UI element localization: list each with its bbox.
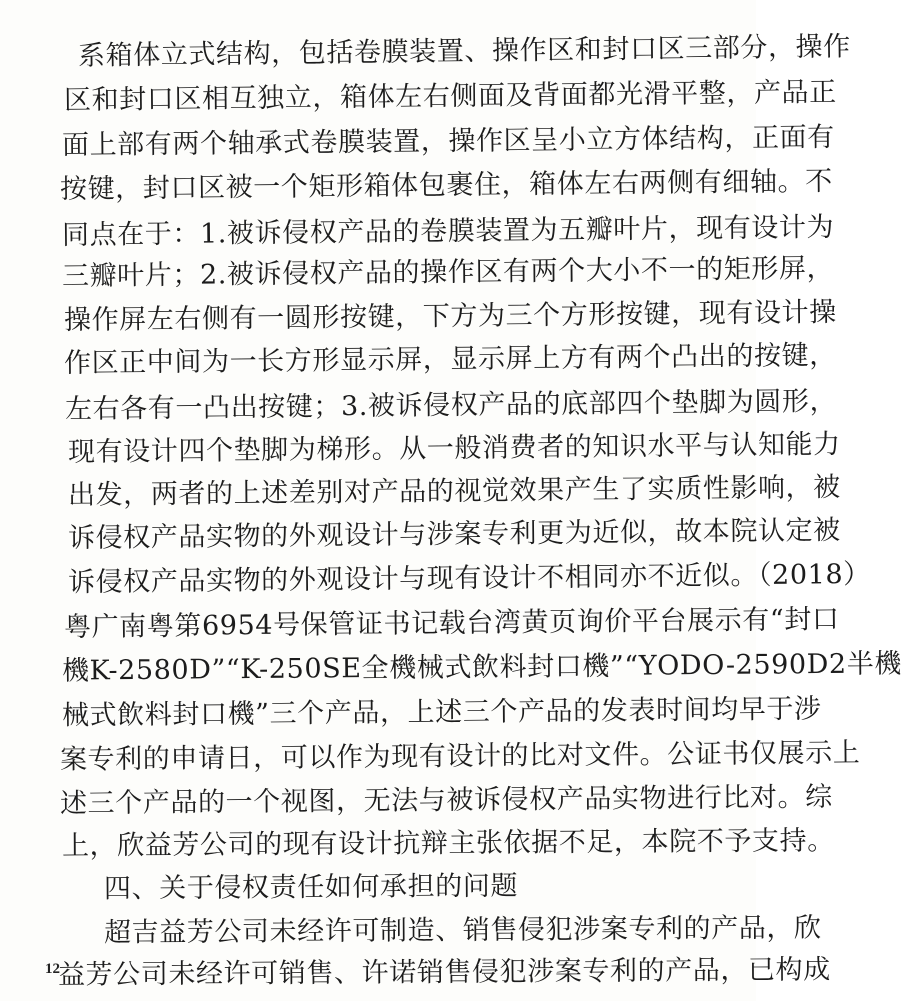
text-line: 同点在于：1.被诉侵权产品的卷膜装置为五瓣叶片，现有设计为 xyxy=(61,211,835,252)
page-number: 12 xyxy=(45,961,60,977)
text-line: 操作屏左右侧有一圆形按键，下方为三个方形按键，现有设计操 xyxy=(63,296,837,337)
text-line: 系箱体立式结构，包括卷膜装置、操作区和封口区三部分，操作 xyxy=(77,31,851,72)
text-line: 三瓣叶片；2.被诉侵权产品的操作区有两个大小不一的矩形屏， xyxy=(61,252,835,293)
section-heading: 四、关于侵权责任如何承担的问题 xyxy=(103,870,519,905)
text-line: 益芳公司未经许可销售、许诺销售侵犯涉案专利的产品，已构成 xyxy=(57,954,831,991)
text-line: 诉侵权产品实物的外观设计与现有设计不相同亦不近似。（2018） xyxy=(67,558,871,599)
text-line: 诉侵权产品实物的外观设计与涉案专利更为近似，故本院认定被 xyxy=(67,514,841,555)
text-line: 按键，封口区被一个矩形箱体包裹住，箱体左右两侧有细轴。不 xyxy=(59,165,833,206)
text-line: 区和封口区相互独立，箱体左右侧面及背面都光滑平整，产品正 xyxy=(63,76,837,117)
text-line: 述三个产品的一个视图，无法与被诉侵权产品实物进行比对。综 xyxy=(59,781,833,820)
text-line: 作区正中间为一长方形显示屏，显示屏上方有两个凸出的按键， xyxy=(63,339,837,380)
text-line: 左右各有一凸出按键；3.被诉侵权产品的底部四个垫脚为圆形， xyxy=(64,385,838,426)
text-line: 機K-2580D”“K-250SE全機械式飲料封口機”“YODO-2590D2半機 xyxy=(61,648,902,687)
text-line: 案专利的申请日，可以作为现有设计的比对文件。公证书仅展示上 xyxy=(59,737,861,776)
text-line: 出发，两者的上述差别对产品的视觉效果产生了实质性影响，被 xyxy=(67,471,841,512)
text-line: 械式飲料封口機”三个产品，上述三个产品的发表时间均早于涉 xyxy=(61,693,822,732)
text-line: 面上部有两个轴承式卷膜装置，操作区呈小立方体结构，正面有 xyxy=(61,121,835,162)
text-line: 上，欣益芳公司的现有设计抗辩主张依据不足，本院不予支持。 xyxy=(61,825,835,862)
text-line: 现有设计四个垫脚为梯形。从一般消费者的知识水平与认知能力 xyxy=(67,428,841,469)
text-line: 粤广南粤第6954号保管证书记载台湾黄页询价平台展示有“封口 xyxy=(63,603,840,644)
text-line: 超吉益芳公司未经许可制造、销售侵犯涉案专利的产品，欣 xyxy=(103,912,822,949)
